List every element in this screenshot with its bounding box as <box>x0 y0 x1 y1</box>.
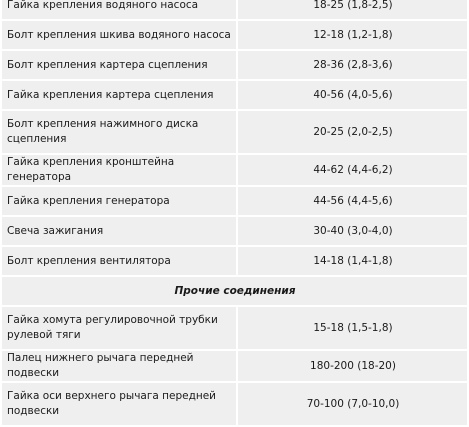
torque-value-cell: 14-18 (1,4-1,8) <box>238 247 467 275</box>
table-row <box>2 155 467 185</box>
connection-name-cell: Свеча зажигания <box>2 217 236 245</box>
torque-value-cell: 44-62 (4,4-6,2) <box>238 155 467 185</box>
table-row <box>2 111 467 153</box>
table-row <box>2 187 467 215</box>
torque-table-body <box>2 0 467 425</box>
connection-name-cell: Гайка оси верхнего рычага передней подвески <box>2 383 236 425</box>
table-row <box>2 307 467 349</box>
torque-value-cell: 180-200 (18-20) <box>238 351 467 381</box>
connection-name-cell: Гайка крепления картера сцепления <box>2 81 236 109</box>
table-row <box>2 247 467 275</box>
torque-value-cell: 28-36 (2,8-3,6) <box>238 51 467 79</box>
table-row <box>2 351 467 381</box>
torque-value-cell: 30-40 (3,0-4,0) <box>238 217 467 245</box>
table-row <box>2 217 467 245</box>
connection-name-cell: Гайка хомута регулировочной трубки рулевой тяги <box>2 307 236 349</box>
torque-value-cell: 15-18 (1,5-1,8) <box>238 307 467 349</box>
torque-value-cell: 20-25 (2,0-2,5) <box>238 111 467 153</box>
connection-name-cell: Гайка крепления кронштейна генератора <box>2 155 236 185</box>
connection-name-cell: Болт крепления шкива водяного насоса <box>2 21 236 49</box>
section-header-row <box>2 277 467 305</box>
connection-name-cell: Гайка крепления генератора <box>2 187 236 215</box>
torque-value-cell: 40-56 (4,0-5,6) <box>238 81 467 109</box>
table-row <box>2 383 467 425</box>
connection-name-cell: Гайка крепления водяного насоса <box>2 0 236 19</box>
torque-value-cell: 12-18 (1,2-1,8) <box>238 21 467 49</box>
connection-name-cell: Болт крепления картера сцепления <box>2 51 236 79</box>
connection-name-cell: Палец нижнего рычага передней подвески <box>2 351 236 381</box>
table-row <box>2 81 467 109</box>
table-row <box>2 0 467 19</box>
torque-value-cell: 70-100 (7,0-10,0) <box>238 383 467 425</box>
connection-name-cell: Болт крепления вентилятора <box>2 247 236 275</box>
torque-value-cell: 44-56 (4,4-5,6) <box>238 187 467 215</box>
section-title: Прочие соединения <box>2 277 467 305</box>
connection-name-cell: Болт крепления нажимного диска сцепления <box>2 111 236 153</box>
torque-value-cell: 18-25 (1,8-2,5) <box>238 0 467 19</box>
table-row <box>2 51 467 79</box>
table-row <box>2 21 467 49</box>
